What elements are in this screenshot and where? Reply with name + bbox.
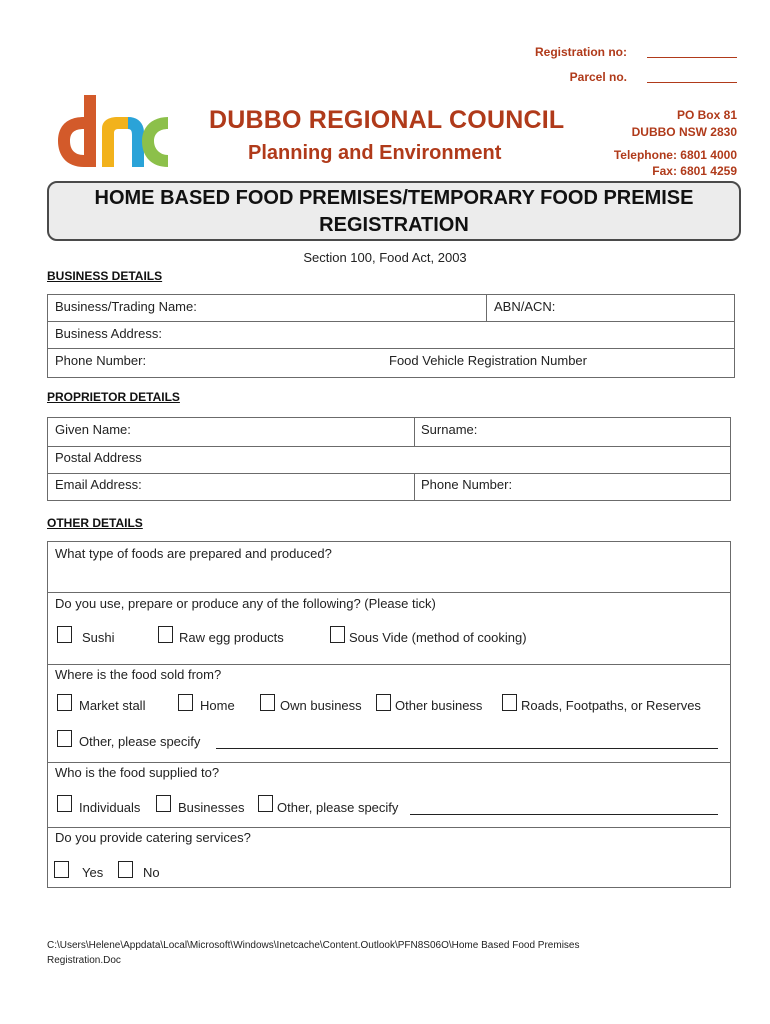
form-title-line1: HOME BASED FOOD PREMISES/TEMPORARY FOOD PREMISE <box>94 187 694 209</box>
business-details-heading: BUSINESS DETAILS <box>47 269 163 283</box>
raw-egg-checkbox[interactable] <box>158 626 173 643</box>
supplied-other-label: Other, please specify <box>277 800 399 815</box>
sold-other-label: Other, please specify <box>79 734 201 749</box>
sous-vide-label: Sous Vide (method of cooking) <box>349 630 527 645</box>
home-checkbox[interactable] <box>178 694 193 711</box>
email-field[interactable]: Email Address: <box>55 477 142 492</box>
proprietor-details-heading: PROPRIETOR DETAILS <box>47 390 180 404</box>
market-stall-checkbox[interactable] <box>57 694 72 711</box>
form-title-box <box>47 181 741 241</box>
supplied-question: Who is the food supplied to? <box>55 765 220 780</box>
file-path-line2: Registration.Doc <box>47 955 121 966</box>
catering-no-checkbox[interactable] <box>118 861 133 878</box>
raw-egg-label: Raw egg products <box>179 630 284 645</box>
registration-label: Registration no: <box>535 45 627 59</box>
parcel-field[interactable] <box>647 70 737 83</box>
business-address-field[interactable]: Business Address: <box>55 326 162 341</box>
given-name-field[interactable]: Given Name: <box>55 422 131 437</box>
catering-yes-label: Yes <box>82 865 104 880</box>
businesses-label: Businesses <box>178 800 245 815</box>
other-details-table <box>47 541 731 888</box>
form-title-line2: REGISTRATION <box>319 214 469 236</box>
postal-address-field[interactable]: Postal Address <box>55 450 142 465</box>
council-logo <box>56 95 172 169</box>
logo-letter-c <box>142 117 168 167</box>
logo-letter-d <box>84 95 96 167</box>
trading-name-field[interactable]: Business/Trading Name: <box>55 299 197 314</box>
sushi-label: Sushi <box>82 630 115 645</box>
individuals-checkbox[interactable] <box>57 795 72 812</box>
individuals-label: Individuals <box>79 800 141 815</box>
fax: Fax: 6801 4259 <box>652 164 737 178</box>
abn-field[interactable]: ABN/ACN: <box>494 299 556 314</box>
sold-other-line[interactable] <box>216 748 718 749</box>
form-subtitle: Section 100, Food Act, 2003 <box>303 250 467 265</box>
sous-vide-checkbox[interactable] <box>330 626 345 643</box>
proprietor-details-table <box>47 417 731 501</box>
council-name: DUBBO REGIONAL COUNCIL <box>209 106 565 134</box>
own-business-checkbox[interactable] <box>260 694 275 711</box>
market-stall-label: Market stall <box>79 698 146 713</box>
file-path-line1: C:\Users\Helene\Appdata\Local\Microsoft\Windows\Inetcache\Content.Outlook\PFN8S06O\Home Based Food Premises <box>47 940 580 951</box>
sold-question: Where is the food sold from? <box>55 667 222 682</box>
other-business-checkbox[interactable] <box>376 694 391 711</box>
foods-question: What type of foods are prepared and produced? <box>55 546 332 561</box>
catering-no-label: No <box>143 865 160 880</box>
use-question: Do you use, prepare or produce any of the following? (Please tick) <box>55 596 436 611</box>
department-name: Planning and Environment <box>248 142 502 164</box>
surname-field[interactable]: Surname: <box>421 422 478 437</box>
logo-letter-n <box>102 117 128 167</box>
other-details-heading: OTHER DETAILS <box>47 516 143 530</box>
address-line1: PO Box 81 <box>676 108 737 122</box>
parcel-label: Parcel no. <box>569 70 627 84</box>
registration-field[interactable] <box>647 45 737 58</box>
proprietor-phone-field[interactable]: Phone Number: <box>421 477 513 492</box>
sushi-checkbox[interactable] <box>57 626 72 643</box>
roads-label: Roads, Footpaths, or Reserves <box>521 698 701 713</box>
business-details-table <box>47 294 735 378</box>
sold-other-checkbox[interactable] <box>57 730 72 747</box>
catering-yes-checkbox[interactable] <box>54 861 69 878</box>
home-label: Home <box>200 698 235 713</box>
supplied-other-checkbox[interactable] <box>258 795 273 812</box>
business-phone-field[interactable]: Phone Number: <box>55 353 147 368</box>
other-business-label: Other business <box>395 698 483 713</box>
own-business-label: Own business <box>280 698 362 713</box>
vehicle-rego-field[interactable]: Food Vehicle Registration Number <box>389 353 587 368</box>
roads-checkbox[interactable] <box>502 694 517 711</box>
catering-question: Do you provide catering services? <box>55 830 251 845</box>
address-line2: DUBBO NSW 2830 <box>631 125 737 139</box>
telephone: Telephone: 6801 4000 <box>613 148 737 162</box>
supplied-other-line[interactable] <box>410 814 718 815</box>
businesses-checkbox[interactable] <box>156 795 171 812</box>
